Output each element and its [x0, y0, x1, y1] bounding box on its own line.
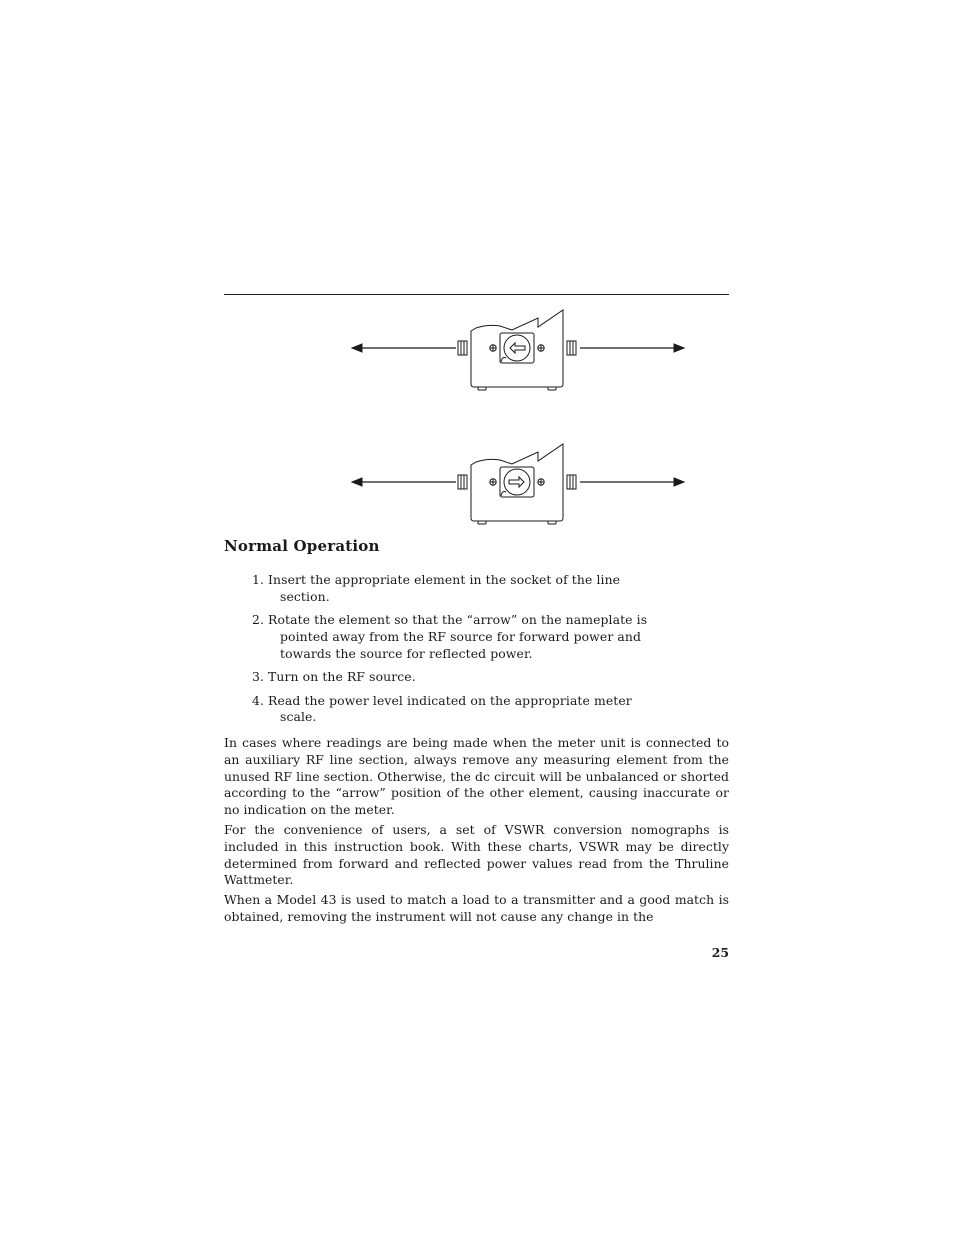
paragraph-vswr-nomographs: For the convenience of users, a set of VSWR conversion nomographs is included in this instruction book. With these charts, VSWR may be directly determined from forward and reflected power values read from the Thruline Wattmeter.	[224, 822, 729, 888]
line-section-diagram-arrow-left	[340, 300, 700, 400]
line-section-body	[471, 310, 563, 387]
line-section-body	[471, 444, 563, 521]
step-item: 3. Turn on the RF source.	[252, 669, 416, 685]
direction-arrowhead-right	[674, 478, 684, 486]
element-dial	[504, 469, 530, 495]
element-arrow-left-icon	[510, 343, 525, 353]
element-socket	[500, 333, 534, 363]
left-connector	[458, 475, 467, 489]
paragraph-auxiliary-line-section: In cases where readings are being made when the meter unit is connected to an auxiliary RF line section, always remove any measuring element from the unused RF line section. Otherwise, the dc circuit will be unbalanced or shorted according to the “arrow” position of the other element, causing inaccurate or no indication on the meter.	[224, 735, 729, 818]
header-rule	[224, 294, 729, 295]
right-connector	[567, 475, 576, 489]
procedure-steps	[252, 572, 672, 733]
element-socket	[500, 467, 534, 497]
element-dial	[504, 335, 530, 361]
direction-arrowhead-right	[674, 344, 684, 352]
element-arrow-right-icon	[509, 477, 524, 487]
step-item: 4. Read the power level indicated on the appropriate meter scale.	[252, 692, 632, 725]
direction-arrowhead-left	[352, 344, 362, 352]
section-heading: Normal Operation	[224, 537, 380, 555]
right-connector	[567, 341, 576, 355]
step-item: 1. Insert the appropriate element in the socket of the line section.	[252, 572, 621, 604]
step-item: 2. Rotate the element so that the “arrow” on the nameplate is pointed away from the RF source for forward power and towards the source for reflected power.	[252, 612, 648, 661]
left-connector	[458, 341, 467, 355]
paragraph-model-43-matching: When a Model 43 is used to match a load to a transmitter and a good match is obtained, removing the instrument will not cause any change in the	[224, 892, 729, 924]
line-section-diagram-arrow-right	[340, 434, 700, 534]
direction-arrowhead-left	[352, 478, 362, 486]
page-number: 25	[711, 945, 729, 960]
